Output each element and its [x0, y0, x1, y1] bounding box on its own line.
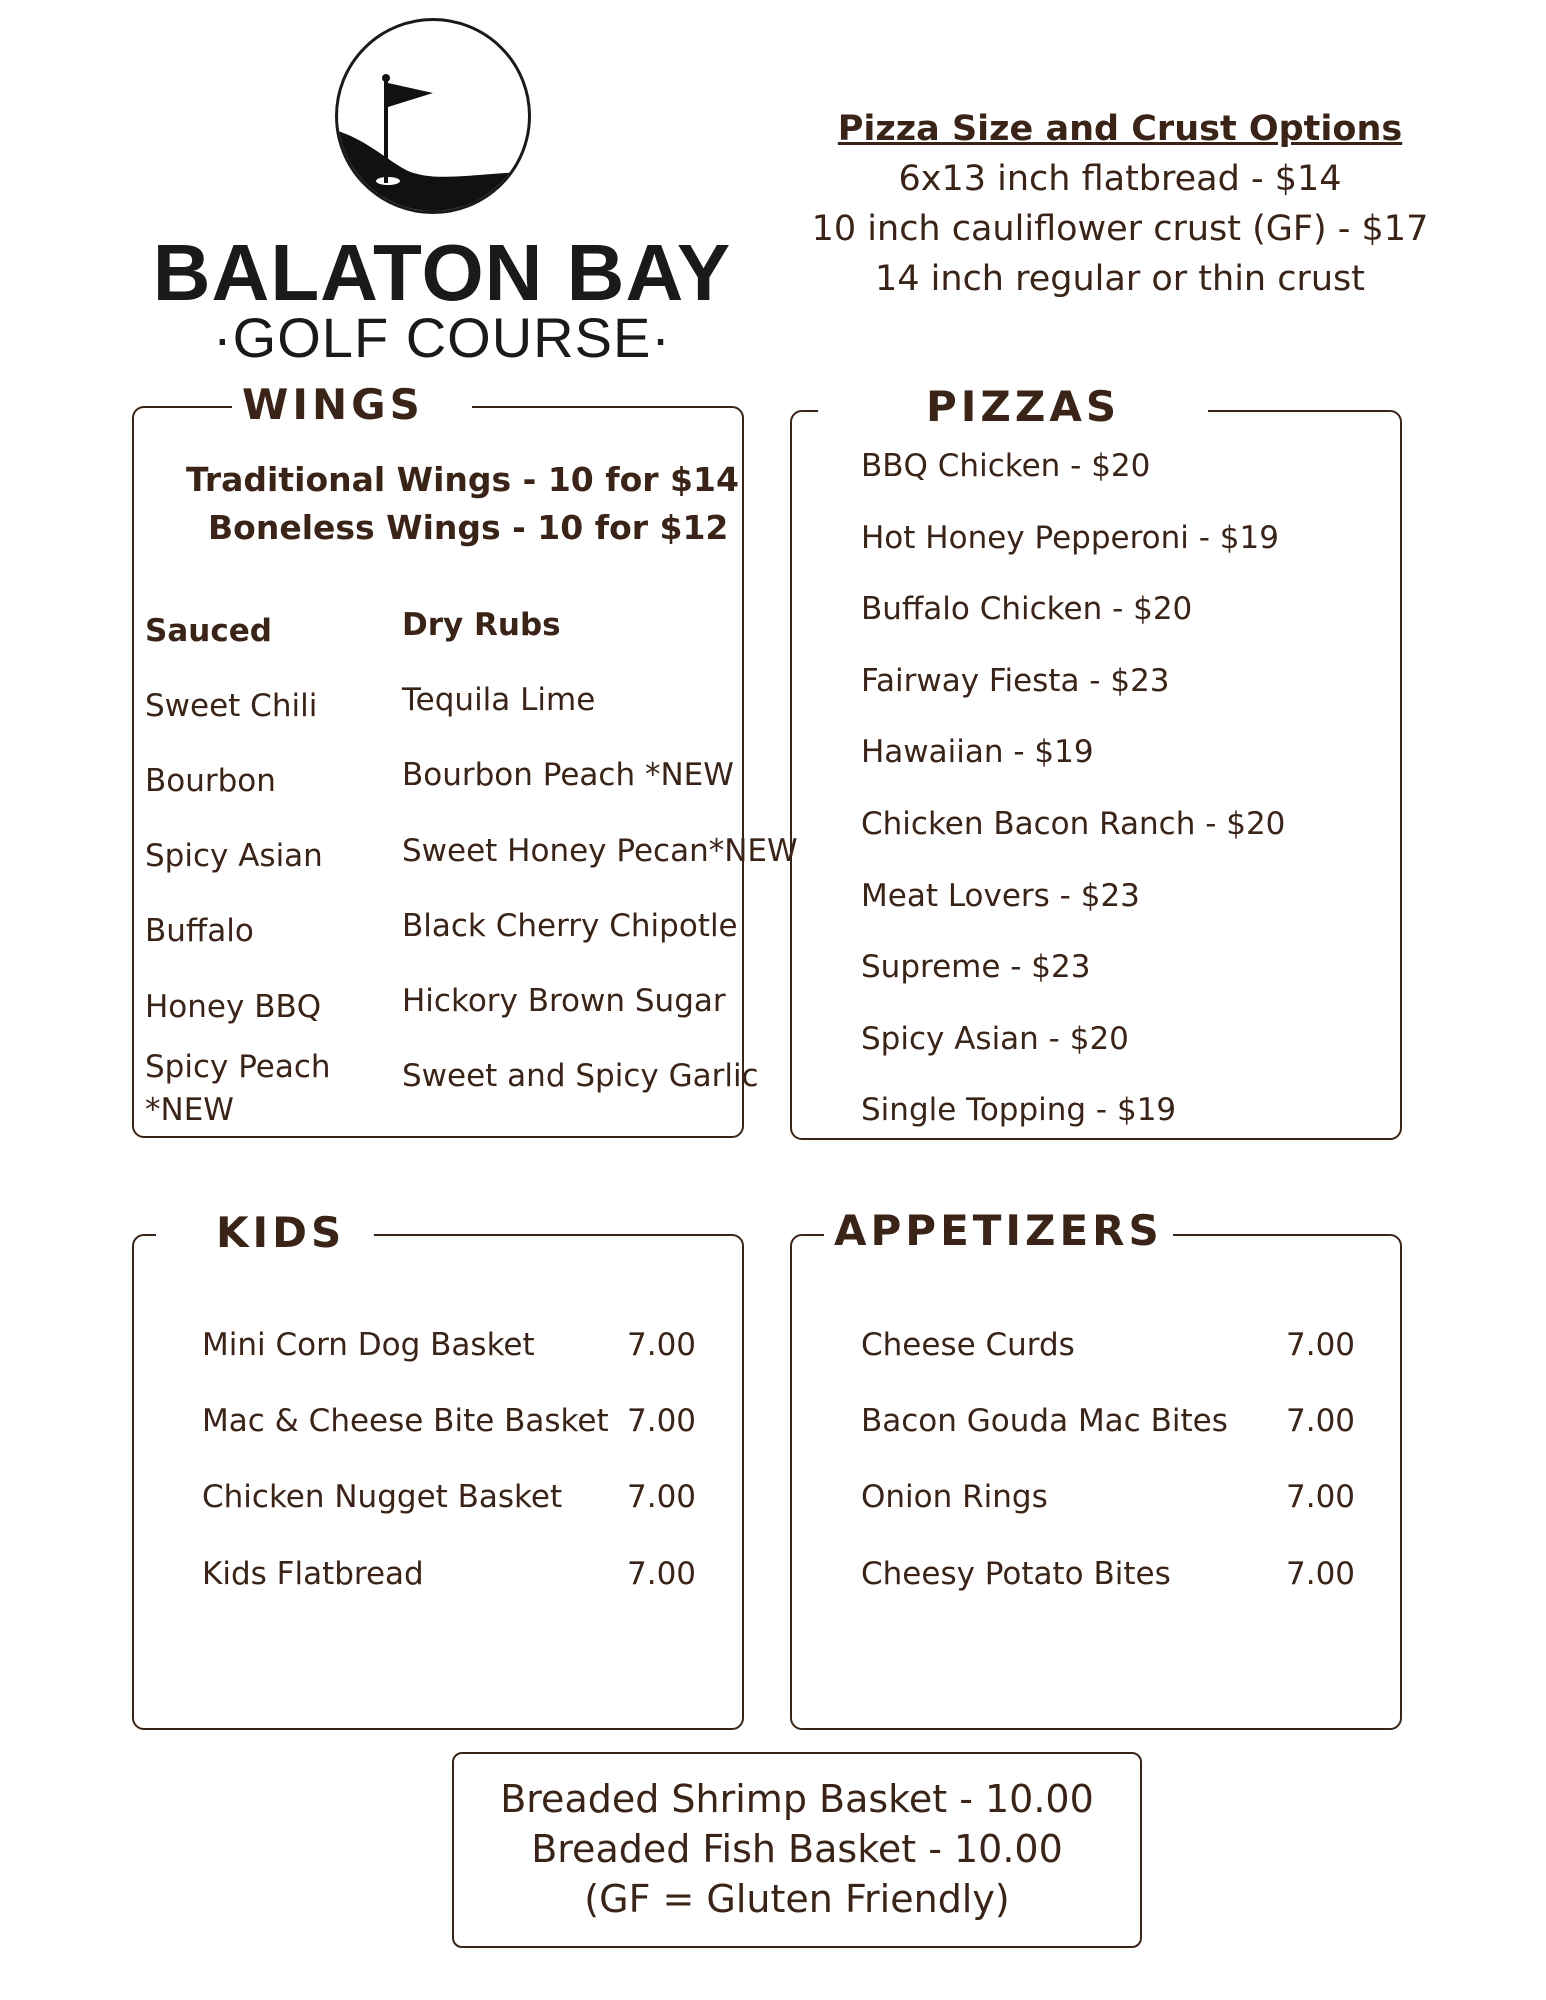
pizza-item: BBQ Chicken - $20	[861, 448, 1151, 484]
pizza-options-heading: Pizza Size and Crust Options	[837, 109, 1403, 149]
appetizer-item-price: 7.00	[1286, 1327, 1356, 1363]
dry-rub-item: Bourbon Peach *NEW	[402, 757, 734, 793]
footer-note: (GF = Gluten Friendly)	[584, 1877, 1010, 1921]
pizza-option-line: 14 inch regular or thin crust	[875, 259, 1365, 299]
footer-box	[452, 1752, 1142, 1948]
pizza-item: Hot Honey Pepperoni - $19	[861, 520, 1279, 556]
golf-logo-icon	[335, 18, 531, 214]
kids-item: Kids Flatbread	[202, 1556, 424, 1592]
sauced-header: Sauced	[145, 613, 272, 649]
wings-title: WINGS	[232, 380, 472, 430]
brand-name: BALATON BAY	[152, 228, 732, 317]
kids-item: Mac & Cheese Bite Basket	[202, 1403, 609, 1439]
kids-item: Chicken Nugget Basket	[202, 1479, 563, 1515]
sauce-item: Honey BBQ	[145, 989, 322, 1025]
kids-item: Mini Corn Dog Basket	[202, 1327, 535, 1363]
kids-item-price: 7.00	[627, 1403, 697, 1439]
dry-rub-item: Sweet Honey Pecan*NEW	[402, 833, 798, 869]
sauce-item: Bourbon	[145, 763, 276, 799]
pizza-option-line: 10 inch cauliflower crust (GF) - $17	[811, 209, 1429, 249]
appetizers-title: APPETIZERS	[824, 1206, 1173, 1256]
kids-item-price: 7.00	[627, 1556, 697, 1592]
appetizer-item: Onion Rings	[861, 1479, 1048, 1515]
kids-item-price: 7.00	[627, 1479, 697, 1515]
footer-line: Breaded Fish Basket - 10.00	[531, 1827, 1063, 1871]
pizza-item: Meat Lovers - $23	[861, 878, 1140, 914]
pizzas-title: PIZZAS	[818, 382, 1208, 432]
dry-rub-item: Tequila Lime	[402, 682, 596, 718]
pizza-option-line: 6x13 inch flatbread - $14	[898, 159, 1342, 199]
brand-subtitle: ·GOLF COURSE·	[213, 306, 671, 369]
pizza-options	[800, 104, 1440, 304]
appetizer-item-price: 7.00	[1286, 1479, 1356, 1515]
kids-title: KIDS	[156, 1208, 374, 1258]
pizza-item: Chicken Bacon Ranch - $20	[861, 806, 1286, 842]
sauce-item: Spicy Peach	[145, 1049, 331, 1085]
appetizer-item-price: 7.00	[1286, 1403, 1356, 1439]
pizza-item: Supreme - $23	[861, 949, 1091, 985]
footer-line: Breaded Shrimp Basket - 10.00	[500, 1777, 1094, 1821]
sauce-item: Sweet Chili	[145, 688, 318, 724]
appetizer-item: Cheese Curds	[861, 1327, 1075, 1363]
pizza-item: Single Topping - $19	[861, 1092, 1177, 1128]
wings-special: Traditional Wings - 10 for $14	[186, 460, 739, 499]
pizza-item: Spicy Asian - $20	[861, 1021, 1129, 1057]
pizza-item: Fairway Fiesta - $23	[861, 663, 1170, 699]
appetizer-item: Cheesy Potato Bites	[861, 1556, 1171, 1592]
dry-rub-item: Black Cherry Chipotle	[402, 908, 738, 944]
dry-rub-item: Hickory Brown Sugar	[402, 983, 726, 1019]
sauce-item: Buffalo	[145, 913, 254, 949]
dry-rubs-header: Dry Rubs	[402, 607, 561, 643]
appetizer-item-price: 7.00	[1286, 1556, 1356, 1592]
pizza-item: Buffalo Chicken - $20	[861, 591, 1193, 627]
sauce-item-note: *NEW	[145, 1092, 234, 1128]
dry-rub-item: Sweet and Spicy Garlic	[402, 1058, 759, 1094]
pizza-item: Hawaiian - $19	[861, 734, 1094, 770]
wings-special: Boneless Wings - 10 for $12	[208, 508, 729, 547]
appetizer-item: Bacon Gouda Mac Bites	[861, 1403, 1228, 1439]
kids-item-price: 7.00	[627, 1327, 697, 1363]
sauce-item: Spicy Asian	[145, 838, 323, 874]
